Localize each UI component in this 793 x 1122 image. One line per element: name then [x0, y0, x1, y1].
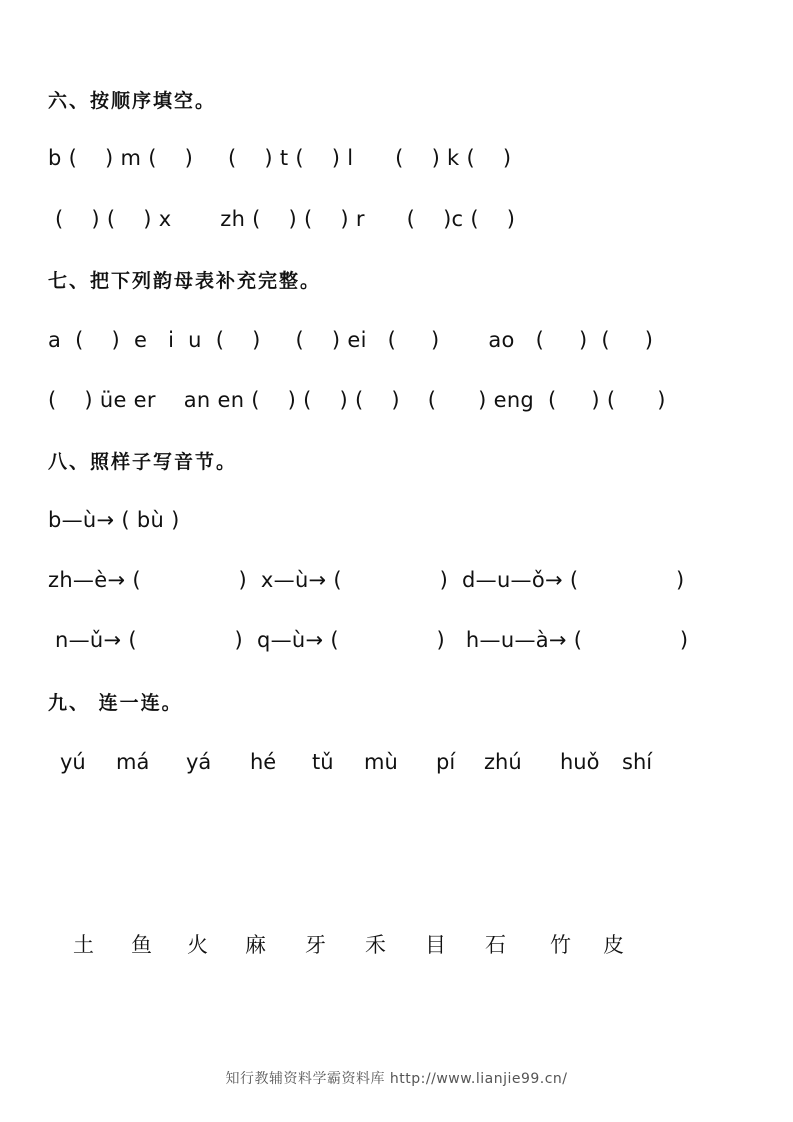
pinyin-item[interactable]: tǔ — [312, 750, 334, 774]
pinyin-item[interactable]: huǒ — [560, 750, 600, 774]
hanzi-item[interactable]: 土 — [73, 933, 94, 957]
section-9-heading: 九、 连一连。 — [48, 692, 183, 714]
pinyin-item[interactable]: má — [116, 750, 150, 774]
pinyin-item[interactable]: yá — [186, 750, 212, 774]
hanzi-item[interactable]: 鱼 — [131, 933, 152, 957]
section-7-line-1: a ( ) e i u ( ) ( ) ei ( ) ao ( ) ( ) — [48, 328, 654, 352]
section-6-line-2: ( ) ( ) x zh ( ) ( ) r ( )c ( ) — [48, 207, 516, 231]
section-6-heading: 六、按顺序填空。 — [48, 90, 217, 112]
pinyin-item[interactable]: zhú — [484, 750, 522, 774]
hanzi-item[interactable]: 禾 — [365, 933, 386, 957]
hanzi-item[interactable]: 石 — [485, 933, 506, 957]
footer-watermark: 知行教辅资料学霸资料库 http://www.lianjie99.cn/ — [225, 1071, 568, 1087]
hanzi-item[interactable]: 麻 — [245, 933, 266, 957]
section-8-heading: 八、照样子写音节。 — [48, 451, 238, 473]
pinyin-item[interactable]: mù — [364, 750, 398, 774]
section-6-line-1: b ( ) m ( ) ( ) t ( ) l ( ) k ( ) — [48, 146, 512, 170]
hanzi-item[interactable]: 皮 — [603, 933, 624, 957]
pinyin-item[interactable]: hé — [250, 750, 277, 774]
section-8-example: b—ù→ ( bù ) — [48, 508, 180, 532]
section-8-line-2: n—ǔ→ ( ) q—ù→ ( ) h—u—à→ ( ) — [48, 628, 689, 652]
section-7-heading: 七、把下列韵母表补充完整。 — [48, 270, 322, 292]
hanzi-item[interactable]: 牙 — [305, 933, 326, 957]
hanzi-item[interactable]: 火 — [187, 933, 208, 957]
hanzi-item[interactable]: 竹 — [550, 933, 571, 957]
pinyin-item[interactable]: shí — [622, 750, 653, 774]
pinyin-item[interactable]: pí — [436, 750, 456, 774]
hanzi-item[interactable]: 目 — [425, 933, 446, 957]
section-8-line-1: zh—è→ ( ) x—ù→ ( ) d—u—ǒ→ ( ) — [48, 568, 685, 592]
section-7-line-2: ( ) üe er an en ( ) ( ) ( ) ( ) eng ( ) ( ) — [48, 388, 666, 412]
pinyin-item[interactable]: yú — [60, 750, 86, 774]
